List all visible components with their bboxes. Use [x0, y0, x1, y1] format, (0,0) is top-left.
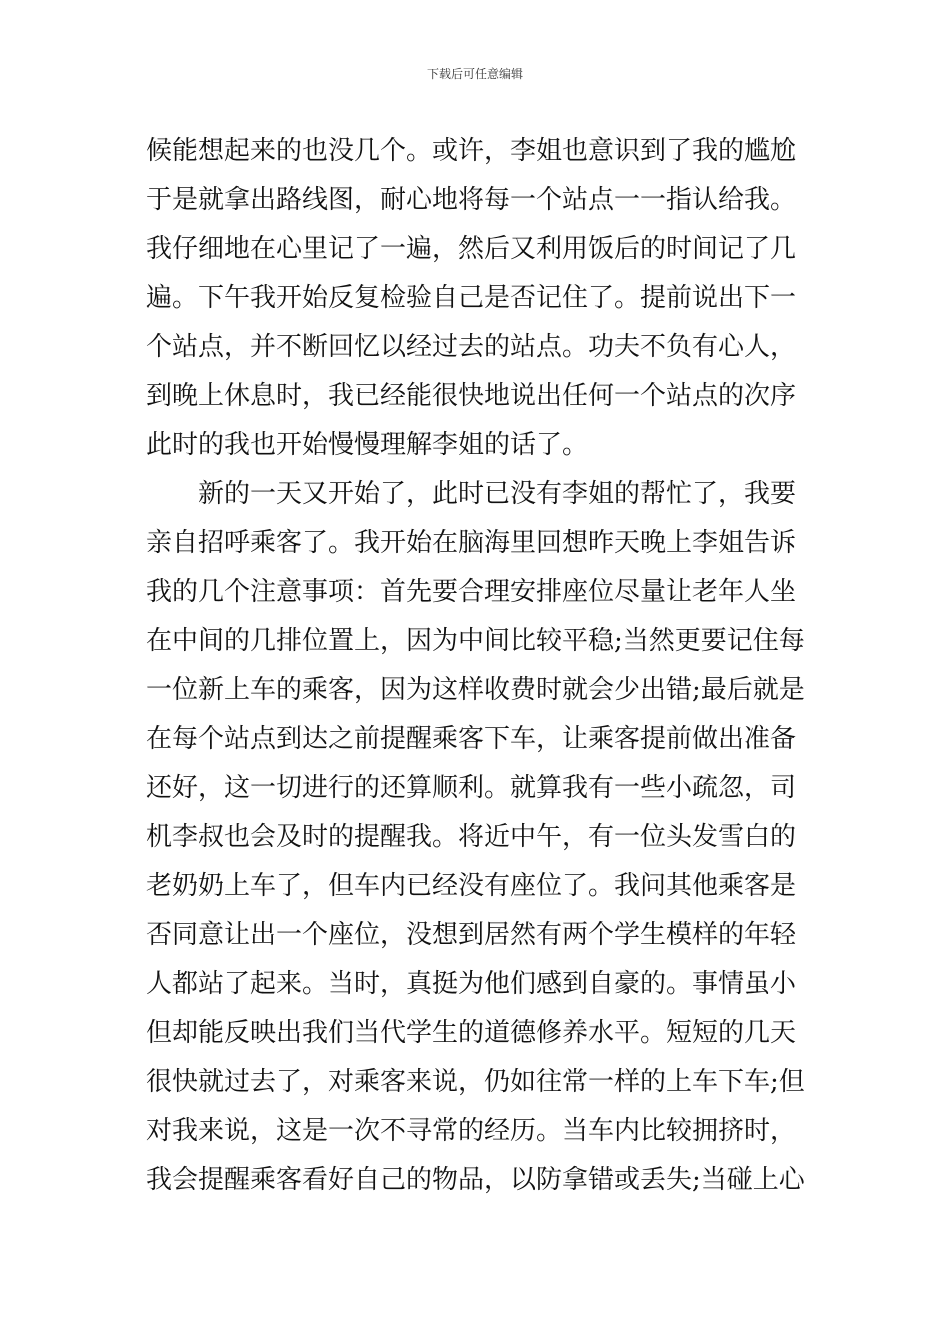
text-line: 对我来说，这是一次不寻常的经历。当车内比较拥挤时，: [146, 1116, 797, 1146]
text-line: 我的几个注意事项：首先要合理安排座位尽量让老年人坐: [146, 577, 797, 607]
text-line: 此时的我也开始慢慢理解李姐的话了。: [146, 430, 589, 460]
text-line: 新的一天又开始了，此时已没有李姐的帮忙了，我要: [146, 479, 797, 509]
text-line: 我会提醒乘客看好自己的物品，以防拿错或丢失;当碰上心: [146, 1165, 805, 1195]
text-line: 于是就拿出路线图，耐心地将每一个站点一一指认给我。: [146, 185, 797, 215]
text-line: 机李叔也会及时的提醒我。将近中午，有一位头发雪白的: [146, 822, 797, 852]
page-header: 下载后可任意编辑: [426, 67, 523, 81]
text-line: 否同意让出一个座位，没想到居然有两个学生模样的年轻: [146, 920, 797, 950]
text-line: 我仔细地在心里记了一遍，然后又利用饭后的时间记了几: [146, 234, 797, 264]
text-line: 人都站了起来。当时，真挺为他们感到自豪的。事情虽小: [146, 969, 797, 999]
text-line: 在中间的几排位置上，因为中间比较平稳;当然更要记住每: [146, 626, 805, 656]
text-line: 一位新上车的乘客，因为这样收费时就会少出错;最后就是: [146, 675, 805, 705]
text-line: 遍。下午我开始反复检验自己是否记住了。提前说出下一: [146, 283, 797, 313]
text-line: 个站点，并不断回忆以经过去的站点。功夫不负有心人，: [146, 332, 797, 362]
text-line: 老奶奶上车了，但车内已经没有座位了。我问其他乘客是: [146, 871, 797, 901]
document-body: [146, 127, 818, 1205]
text-line: 但却能反映出我们当代学生的道德修养水平。短短的几天: [146, 1018, 797, 1048]
text-line: 亲自招呼乘客了。我开始在脑海里回想昨天晚上李姐告诉: [146, 528, 797, 558]
text-line: 到晚上休息时，我已经能很快地说出任何一个站点的次序: [146, 381, 797, 411]
text-line: 很快就过去了，对乘客来说，仍如往常一样的上车下车;但: [146, 1067, 805, 1097]
text-line: 在每个站点到达之前提醒乘客下车，让乘客提前做出准备: [146, 724, 797, 754]
text-line: 还好，这一切进行的还算顺利。就算我有一些小疏忽，司: [146, 773, 797, 803]
text-line: 候能想起来的也没几个。或许，李姐也意识到了我的尴尬: [146, 136, 797, 166]
